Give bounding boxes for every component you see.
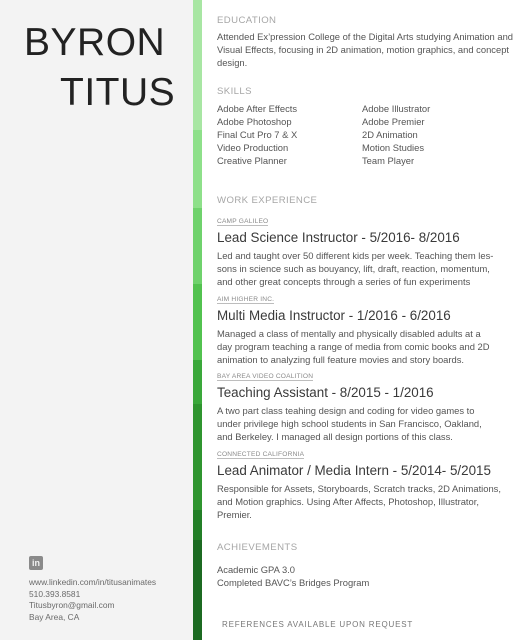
job-description	[217, 249, 493, 288]
references-note: REFERENCES AVAILABLE UPON REQUEST	[222, 620, 414, 629]
contact-info	[29, 577, 156, 623]
email-address[interactable]: Titusbyron@gmail.com	[29, 600, 115, 611]
job-description	[217, 482, 501, 521]
bar-segment	[193, 0, 202, 130]
education-text: Attended Ex’pression College of the Digital Arts studying Animation and Visual Effects, focusing in 2D animation, motion graphics, and concept design.	[217, 31, 514, 68]
skill-item: Adobe After Effects	[217, 103, 298, 114]
skill-item: Adobe Photoshop	[217, 116, 292, 127]
bar-segment	[193, 404, 202, 510]
education-title: EDUCATION	[217, 15, 277, 26]
skill-item: Adobe Illustrator	[362, 103, 431, 114]
bar-segment	[193, 360, 202, 404]
bar-segment	[193, 540, 202, 640]
skill-item: Final Cut Pro 7 & X	[217, 129, 298, 140]
bar-segment	[193, 130, 202, 208]
skills-left-column	[217, 102, 297, 167]
job-line: A two part class teahing design and coding for video games to	[217, 405, 475, 416]
job-line: and Berkeley. I managed all design portions of this class.	[217, 431, 453, 442]
job-title: Multi Media Instructor - 1/2016 - 6/2016	[217, 308, 451, 323]
skill-item: Creative Planner	[217, 155, 287, 166]
skill-item: Video Production	[217, 142, 289, 153]
job-org: AIM HIGHER INC.	[217, 296, 275, 303]
skills-right-column	[362, 102, 430, 167]
job-title: Teaching Assistant - 8/2015 - 1/2016	[217, 385, 434, 400]
job-line: Premier.	[217, 509, 252, 520]
job-line: day program teaching a range of media from comic books and 2D	[217, 341, 490, 352]
phone-number: 510.393.8581	[29, 588, 81, 599]
bar-segment	[193, 284, 202, 360]
job-line: under privilege high school students in San Francisco, Oakland,	[217, 418, 482, 429]
skill-item: 2D Animation	[362, 129, 418, 140]
linkedin-icon[interactable]: in	[29, 556, 43, 570]
job-line: and other great concepts through a series of fun experiments	[217, 276, 471, 287]
job-line: and Motion graphics. Using After Affects, Photoshop, Illustrator,	[217, 496, 479, 507]
job-line: Managed a class of mentally and physically disabled adults at a	[217, 328, 481, 339]
job-title: Lead Science Instructor - 5/2016- 8/2016	[217, 230, 460, 245]
location: Bay Area, CA	[29, 611, 80, 622]
achievements-list	[217, 563, 369, 589]
achievement-item: Completed BAVC’s Bridges Program	[217, 577, 370, 588]
job-line: Responsible for Assets, Storyboards, Scratch tracks, 2D Animations,	[217, 483, 501, 494]
achievement-item: Academic GPA 3.0	[217, 564, 295, 575]
achievements-title: ACHIEVEMENTS	[217, 542, 298, 553]
job-org: BAY AREA VIDEO COALITION	[217, 373, 314, 380]
skill-item: Motion Studies	[362, 142, 425, 153]
first-name: BYRON	[24, 21, 166, 64]
job-line: animation to analyzing full feature movies and story boards.	[217, 354, 465, 365]
skill-item: Adobe Premier	[362, 116, 425, 127]
bar-segment	[193, 208, 202, 284]
job-description	[217, 404, 482, 443]
job-line: Led and taught over 50 different kids per week. Teaching them les-	[217, 250, 494, 261]
green-gradient-bar	[193, 0, 202, 640]
work-experience-title: WORK EXPERIENCE	[217, 195, 318, 206]
skill-item: Team Player	[362, 155, 415, 166]
skills-title: SKILLS	[217, 86, 252, 97]
job-org: CAMP GALILEO	[217, 218, 269, 225]
job-line: sons in science such as bouyancy, lift, draft, reaction, momentum,	[217, 263, 490, 274]
left-panel	[0, 0, 193, 640]
job-title: Lead Animator / Media Intern - 5/2014- 5/2015	[217, 463, 491, 478]
bar-segment	[193, 510, 202, 540]
job-org: CONNECTED CALIFORNIA	[217, 451, 305, 458]
job-description	[217, 327, 490, 366]
linkedin-url[interactable]: www.linkedin.com/in/titusanimates	[29, 577, 157, 587]
last-name: TITUS	[60, 71, 176, 114]
